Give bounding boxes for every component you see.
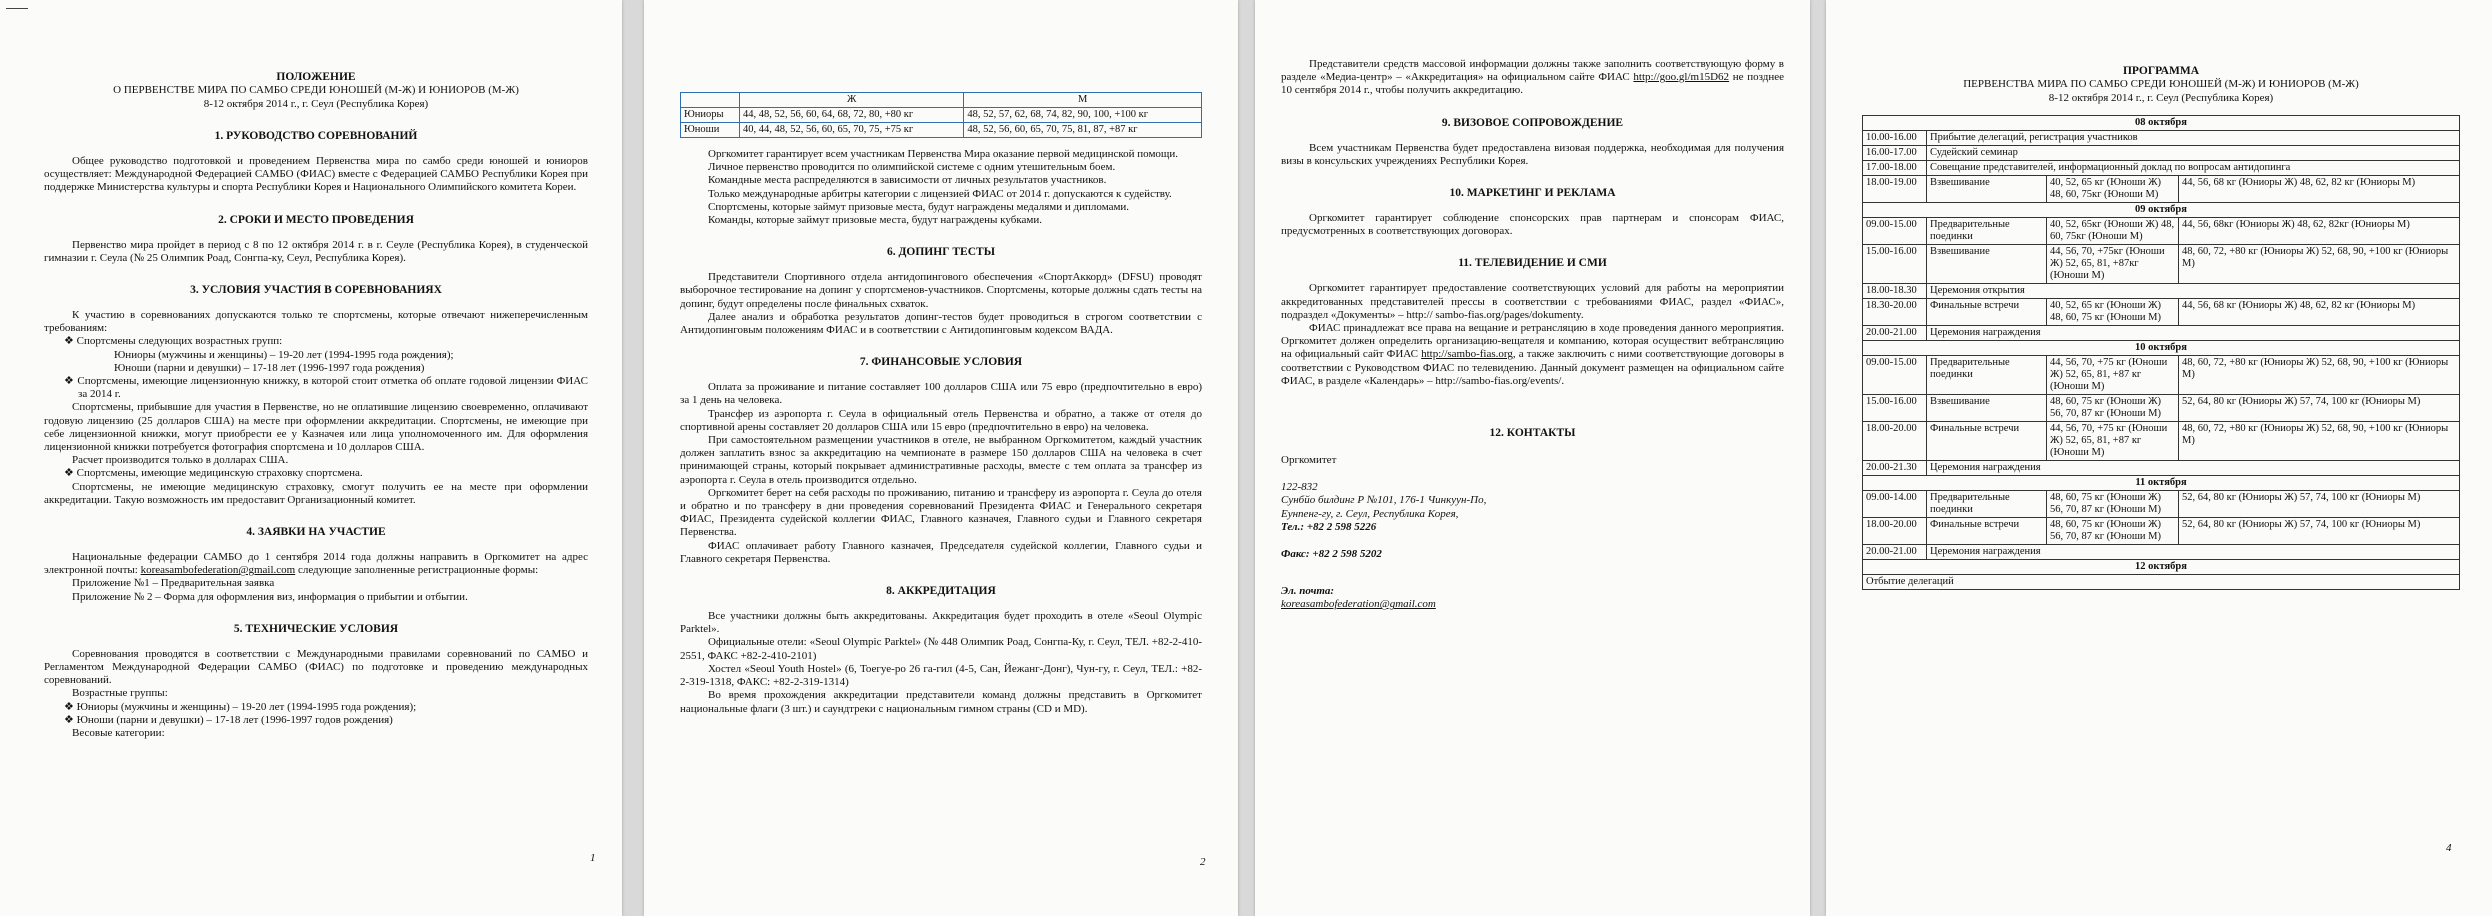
schedule-day-row: [1863, 560, 2460, 575]
paragraph: [44, 551, 588, 577]
schedule-row: [1863, 284, 2460, 299]
bullet-subitem: Юниоры (мужчины и женщины) – 19-20 лет (1994-1995 года рождения);: [114, 348, 454, 361]
table-cell: Юноши: [681, 123, 740, 138]
schedule-row: [1863, 575, 2460, 590]
schedule-time: 17.00-18.00: [1863, 161, 1927, 176]
schedule-time: 15.00-16.00: [1863, 395, 1927, 422]
schedule-event: Взвешивание: [1927, 395, 2047, 422]
paragraph: Личное первенство проводится по олимпийской системе с одним утешительным боем.: [708, 161, 1116, 174]
table-cell: 44, 48, 52, 56, 60, 64, 68, 72, 80, +80 кг: [739, 108, 963, 123]
address-line: Еунпенг-гу, г. Сеул, Республика Корея,: [1281, 507, 1459, 520]
schedule-time: 15.00-16.00: [1863, 245, 1927, 284]
paragraph: Во время прохождения аккредитации представители команд должны представить в Оргкомитет национальные флаги (3 шт.) и саундтреки с национальным гимном страны (CD и MD).: [680, 689, 1202, 715]
bullet-item: ❖ Юноши (парни и девушки) – 17-18 лет (1996-1997 годов рождения): [64, 713, 393, 726]
paragraph: Оплата за проживание и питание составляет 100 долларов США или 75 евро (предпочтительно в евро) за 1 день на человека.: [680, 381, 1202, 407]
schedule-row: [1863, 245, 2460, 284]
schedule-table: [1862, 115, 2460, 590]
schedule-weights-junior: 44, 56, 68кг (Юниоры Ж) 48, 62, 82кг (Юниоры М): [2179, 218, 2460, 245]
schedule-time: 20.00-21.00: [1863, 326, 1927, 341]
schedule-time: 10.00-16.00: [1863, 131, 1927, 146]
schedule-day-row: [1863, 476, 2460, 491]
schedule-day: 09 октября: [1863, 203, 2460, 218]
schedule-weights-youth: 40, 52, 65 кг (Юноши Ж) 48, 60, 75кг (Юноши М): [2047, 176, 2179, 203]
schedule-row: [1863, 161, 2460, 176]
section-heading: 11. ТЕЛЕВИДЕНИЕ И СМИ: [1458, 257, 1607, 270]
table-row: [681, 108, 1202, 123]
page-2: [644, 0, 1238, 916]
paragraph: [1281, 58, 1784, 98]
address-line: Сунбйо билдинг Р №101, 176-1 Чинкуун-По,: [1281, 494, 1487, 507]
table-cell: 48, 52, 57, 62, 68, 74, 82, 90, 100, +100 кг: [964, 108, 1202, 123]
schedule-row: [1863, 491, 2460, 518]
table-cell: 40, 44, 48, 52, 56, 60, 65, 70, 75, +75 кг: [739, 123, 963, 138]
section-heading: 12. КОНТАКТЫ: [1489, 427, 1576, 440]
schedule-event: Отбытие делегаций: [1863, 575, 2460, 590]
program-dates: 8-12 октября 2014 г., г. Сеул (Республика Корея): [2048, 91, 2274, 104]
paragraph: Все участники должны быть аккредитованы. Аккредитация будет проходить в отеле «Seoul Olympic Parktel».: [680, 610, 1202, 636]
paragraph: Спортсмены, прибывшие для участия в Первенстве, но не оплатившие лицензию своевременно, оплачивают годовую лицензию (25 долларов США) на месте при оформлении аккредитации. Спортсмены, не имеющие при себе лицензионной книжки, могут приобрести ее у Казначея или лица уполномоченного им. Для оформления лицензионной книжки потребуется фотография спортсмена и 10 долларов США.: [44, 401, 588, 454]
table-cell: Ж: [739, 93, 963, 108]
schedule-row: [1863, 218, 2460, 245]
schedule-weights-junior: 52, 64, 80 кг (Юниоры Ж) 57, 74, 100 кг (Юниоры М): [2179, 518, 2460, 545]
schedule-weights-junior: 48, 60, 72, +80 кг (Юниоры Ж) 52, 68, 90, +100 кг (Юниоры М): [2179, 422, 2460, 461]
schedule-row: [1863, 395, 2460, 422]
table-cell: [681, 93, 740, 108]
schedule-day-row: [1863, 116, 2460, 131]
paragraph: Соревнования проводятся в соответствии с Международными правилами соревнований по САМБО и Регламентом Международной Федерации САМБО (ФИАС) по подготовке и проведению международных соревнований.: [44, 647, 588, 687]
fax: Факс: +82 2 598 5202: [1281, 548, 1382, 561]
paragraph: Оргкомитет гарантирует соблюдение спонсорских прав партнерам и спонсорам ФИАС, предусмотренных в соответствующих договорах.: [1281, 212, 1784, 238]
doc-subtitle: О ПЕРВЕНСТВЕ МИРА ПО САМБО СРЕДИ ЮНОШЕЙ (М-Ж) И ЮНИОРОВ (М-Ж): [113, 84, 519, 96]
paragraph: Приложение №1 – Предварительная заявка: [72, 577, 275, 590]
schedule-weights-junior: 52, 64, 80 кг (Юниоры Ж) 57, 74, 100 кг (Юниоры М): [2179, 395, 2460, 422]
section-heading: 9. ВИЗОВОЕ СОПРОВОЖДЕНИЕ: [1441, 116, 1624, 129]
schedule-event: Судейский семинар: [1927, 146, 2460, 161]
schedule-row: [1863, 518, 2460, 545]
schedule-time: 18.00-20.00: [1863, 422, 1927, 461]
fias-link[interactable]: http://sambo-fias.org: [1421, 348, 1513, 361]
schedule-row: [1863, 146, 2460, 161]
schedule-row: [1863, 461, 2460, 476]
schedule-row: [1863, 545, 2460, 560]
text-span: не позднее 10 сентября 2014 г., чтобы получить аккредитацию.: [1281, 71, 1784, 97]
section-heading: 8. АККРЕДИТАЦИЯ: [886, 585, 996, 598]
page-number: 1: [590, 852, 596, 864]
paragraph: Весовые категории:: [72, 727, 165, 740]
paragraph: Представители Спортивного отдела антидопингового обеспечения «СпортАккорд» (DFSU) проводят выборочное тестирование на допинг у спортсменов-участников. Спортсмены, которые должны сдать тесты на допинг, будут определены после финальных схваток.: [680, 271, 1202, 310]
schedule-day: 11 октября: [1863, 476, 2460, 491]
bullet-item: ❖ Спортсмены следующих возрастных групп:: [64, 335, 283, 348]
paragraph: Всем участникам Первенства будет предоставлена визовая поддержка, необходимая для получения визы в консульских учреждениях Республики Корея.: [1281, 141, 1784, 167]
schedule-day-row: [1863, 203, 2460, 218]
schedule-time: 18.00-19.00: [1863, 176, 1927, 203]
paragraph: Расчет производится только в долларах США.: [72, 454, 289, 467]
schedule-event: Предварительные поединки: [1927, 356, 2047, 395]
paragraph: Команды, которые займут призовые места, будут награждены кубками.: [708, 214, 1042, 227]
schedule-day: 08 октября: [1863, 116, 2460, 131]
section-heading: 4. ЗАЯВКИ НА УЧАСТИЕ: [246, 526, 386, 539]
paragraph: Возрастные группы:: [72, 687, 168, 700]
text-span: Национальные федерации САМБО до 1 сентября 2014 года должны направить в Оргкомитет на адрес электронной почты:: [44, 551, 588, 577]
schedule-event: Взвешивание: [1927, 245, 2047, 284]
media-link[interactable]: http://goo.gl/m15D62: [1633, 71, 1730, 84]
section-heading: 3. УСЛОВИЯ УЧАСТИЯ В СОРЕВНОВАНИЯХ: [190, 284, 442, 297]
paragraph: Оргкомитет берет на себя расходы по проживанию, питанию и трансферу из аэропорта г. Сеула до отеля и обратно и по трансферу в дни проведения соревнований Президента ФИАС и Генерального секретаря ФИАС, Президента судейской коллегии ФИАС, Главного казначея, Главного судьи и Главного секретаря Первенства.: [680, 486, 1202, 539]
text-span: , а также заключить с ними соответствующие договоры в соответствии с Руководством ФИАС по телевидению. Данный документ размещен на официальном сайте ФИАС, в разделе «Календарь» – http://sambo-fias.org/events/.: [1281, 348, 1784, 387]
schedule-row: [1863, 422, 2460, 461]
text-span: следующие заполненные регистрационные формы:: [297, 564, 539, 577]
paragraph: Оргкомитет гарантирует всем участникам Первенства Мира оказание первой медицинской помощи.: [708, 148, 1179, 160]
schedule-row: [1863, 299, 2460, 326]
paragraph: Командные места распределяются в зависимости от личных результатов участников.: [708, 174, 1107, 187]
paragraph: Хостел «Seoul Youth Hostel» (6, Тоегуе-ро 26 га-гил (4-5, Сан, Йежанг-Донг), Чун-гу, г. Сеул, ТЕЛ.: +82-2-319-1318, ФАКС: +82-2-319-1314): [680, 662, 1202, 689]
schedule-time: 20.00-21.00: [1863, 545, 1927, 560]
schedule-event: Совещание представителей, информационный доклад по вопросам антидопинга: [1927, 161, 2460, 176]
section-heading: 2. СРОКИ И МЕСТО ПРОВЕДЕНИЯ: [218, 213, 414, 226]
paragraph: ФИАС оплачивает работу Главного казначея, Председателя судейской коллегии, Главного судьи и Главного секретаря Первенства.: [680, 539, 1202, 565]
contact-email-link[interactable]: koreasambofederation@gmail.com: [1281, 598, 1436, 611]
schedule-event: Предварительные поединки: [1927, 491, 2047, 518]
section-heading: 6. ДОПИНГ ТЕСТЫ: [887, 246, 995, 259]
schedule-event: Церемония награждения: [1927, 461, 2460, 476]
schedule-day-row: [1863, 341, 2460, 356]
paragraph: При самостоятельном размещении участников в отеле, не выбранном Оргкомитетом, каждый участник должен заплатить взнос за аккредитацию на чемпионате в размере 150 долларов США на человека в счет принимающей страны, который покрывает административные расходы, вместе с тем оплата за трансфер из аэропорта г. Сеула в отель производится отдельно.: [680, 434, 1202, 486]
schedule-weights-youth: 44, 56, 70, +75кг (Юноши Ж) 52, 65, 81, +87кг (Юноши М): [2047, 245, 2179, 284]
schedule-event: Финальные встречи: [1927, 518, 2047, 545]
schedule-weights-youth: 40, 52, 65 кг (Юноши Ж) 48, 60, 75 кг (Юноши М): [2047, 299, 2179, 326]
schedule-weights-youth: 48, 60, 75 кг (Юноши Ж) 56, 70, 87 кг (Юноши М): [2047, 518, 2179, 545]
schedule-weights-youth: 48, 60, 75 кг (Юноши Ж) 56, 70, 87 кг (Юноши М): [2047, 395, 2179, 422]
schedule-time: 18.00-20.00: [1863, 518, 1927, 545]
schedule-row: [1863, 326, 2460, 341]
schedule-event: Церемония награждения: [1927, 545, 2460, 560]
section-heading: 5. ТЕХНИЧЕСКИЕ УСЛОВИЯ: [233, 622, 399, 635]
table-cell: М: [964, 93, 1202, 108]
schedule-weights-junior: 48, 60, 72, +80 кг (Юниоры Ж) 52, 68, 90, +100 кг (Юниоры М): [2179, 245, 2460, 284]
doc-dates: 8-12 октября 2014 г., г. Сеул (Республика Корея): [203, 97, 429, 110]
schedule-day: 12 октября: [1863, 560, 2460, 575]
section-heading: 10. МАРКЕТИНГ И РЕКЛАМА: [1449, 187, 1616, 200]
schedule-event: Финальные встречи: [1927, 299, 2047, 326]
schedule-weights-youth: 40, 52, 65кг (Юноши Ж) 48, 60, 75кг (Юноши М): [2047, 218, 2179, 245]
text-span: Представители средств массовой информации должны также заполнить соответствующую форму в разделе «Медиа-центр» – «Аккредитация» на официальном сайте ФИАС: [1281, 58, 1784, 84]
text-span: ФИАС принадлежат все права на вещание и ретрансляцию в ходе проведения данного мероприятия. Оргкомитет должен определить организацию-вещателя и компанию, которая осуществит вебтрансляцию на официальный сайт ФИАС: [1281, 322, 1784, 361]
schedule-time: 09.00-15.00: [1863, 356, 1927, 395]
paragraph: К участию в соревнованиях допускаются только те спортсмены, которые отвечают нижеперечисленным требованиям:: [44, 309, 588, 335]
bullet-item: ❖ Спортсмены, имеющие лицензионную книжку, в которой стоит отметка об оплате годовой лицензии ФИАС за 2014 г.: [64, 375, 588, 401]
paragraph: [1281, 322, 1784, 388]
schedule-event: Церемония награждения: [1927, 326, 2460, 341]
paragraph: Только международные арбитры категории с лицензией ФИАС от 2014 г. допускаются к судейству.: [708, 187, 1172, 200]
org-label: Оргкомитет: [1281, 454, 1337, 467]
schedule-event: Прибытие делегаций, регистрация участников: [1927, 131, 2460, 146]
doc-title: ПОЛОЖЕНИЕ: [276, 71, 356, 83]
table-header-row: [681, 93, 1202, 108]
schedule-day: 10 октября: [1863, 341, 2460, 356]
section-heading: 7. ФИНАНСОВЫЕ УСЛОВИЯ: [859, 356, 1023, 369]
email-link[interactable]: koreasambofederation@gmail.com: [140, 564, 296, 577]
phone: Тел.: +82 2 598 5226: [1281, 520, 1377, 533]
scan-mark: [6, 8, 28, 9]
bullet-subitem: Юноши (парни и девушки) – 17-18 лет (1996-1997 года рождения): [114, 361, 425, 374]
schedule-weights-youth: 48, 60, 75 кг (Юноши Ж) 56, 70, 87 кг (Юноши М): [2047, 491, 2179, 518]
paragraph: Далее анализ и обработка результатов допинг-тестов будет проводиться в строгом соответствии с Антидопинговым положениям ФИАС и в соответствии с Антидопинговым кодексом ВАДА.: [680, 310, 1202, 337]
schedule-time: 18.30-20.00: [1863, 299, 1927, 326]
program-title: ПРОГРАММА: [2122, 65, 2200, 77]
paragraph: Спортсмены, не имеющие медицинскую страховку, смогут получить ее на месте при оформлении аккредитации. Такую возможность им предоставит Организационный комитет.: [44, 480, 588, 506]
page-1: [0, 0, 622, 916]
schedule-event: Взвешивание: [1927, 176, 2047, 203]
schedule-weights-youth: 44, 56, 70, +75 кг (Юноши Ж) 52, 65, 81, +87 кг (Юноши М): [2047, 356, 2179, 395]
schedule-time: 20.00-21.30: [1863, 461, 1927, 476]
paragraph: Приложение № 2 – Форма для оформления виз, информация о прибытии и отбытии.: [72, 590, 468, 603]
address-line: 122-832: [1281, 481, 1318, 494]
schedule-weights-junior: 44, 56, 68 кг (Юниоры Ж) 48, 62, 82 кг (Юниоры М): [2179, 176, 2460, 203]
schedule-row: [1863, 176, 2460, 203]
schedule-row: [1863, 131, 2460, 146]
email-label: Эл. почта:: [1281, 585, 1335, 598]
paragraph: Официальные отели: «Seoul Olympic Parktel» (№ 448 Олимпик Роад, Сонгпа-Ку, г. Сеул, ТЕЛ. +82-2-410-2551, ФАКС +82-2-410-2101): [680, 636, 1202, 662]
paragraph: Трансфер из аэропорта г. Сеула в официальный отель Первенства и обратно, а также от отеля до спортивной арены составляет 20 долларов США или 15 евро (предпочтительно в евро) на человека.: [680, 407, 1202, 433]
schedule-weights-youth: 44, 56, 70, +75 кг (Юноши Ж) 52, 65, 81, +87 кг (Юноши М): [2047, 422, 2179, 461]
schedule-time: 16.00-17.00: [1863, 146, 1927, 161]
table-row: [681, 123, 1202, 138]
table-cell: 48, 52, 56, 60, 65, 70, 75, 81, 87, +87 кг: [964, 123, 1202, 138]
schedule-event: Церемония открытия: [1927, 284, 2460, 299]
schedule-event: Предварительные поединки: [1927, 218, 2047, 245]
page-3: [1255, 0, 1810, 916]
schedule-weights-junior: 48, 60, 72, +80 кг (Юниоры Ж) 52, 68, 90, +100 кг (Юниоры М): [2179, 356, 2460, 395]
schedule-weights-junior: 44, 56, 68 кг (Юниоры Ж) 48, 62, 82 кг (Юниоры М): [2179, 299, 2460, 326]
schedule-time: 09.00-14.00: [1863, 491, 1927, 518]
weight-table: [680, 92, 1202, 138]
schedule-event: Финальные встречи: [1927, 422, 2047, 461]
program-subtitle: ПЕРВЕНСТВА МИРА ПО САМБО СРЕДИ ЮНОШЕЙ (М-Ж) И ЮНИОРОВ (М-Ж): [1963, 78, 2359, 90]
bullet-item: ❖ Юниоры (мужчины и женщины) – 19-20 лет (1994-1995 года рождения);: [64, 700, 417, 713]
schedule-weights-junior: 52, 64, 80 кг (Юниоры Ж) 57, 74, 100 кг (Юниоры М): [2179, 491, 2460, 518]
paragraph: Оргкомитет гарантирует предоставление соответствующих условий для работы на мероприятии аккредитованных представителей прессы в соответствии с требованиями ФИАС, раздел «ФИАС», подраздел «Документы» – http:// sambo-fias.org/pages/dokumenty.: [1281, 282, 1784, 321]
schedule-row: [1863, 356, 2460, 395]
section-heading: 1. РУКОВОДСТВО СОРЕВНОВАНИЙ: [214, 130, 418, 142]
paragraph: Общее руководство подготовкой и проведением Первенства мира по самбо среди юношей и юниоров осуществляет: Международной Федерацией САМБО (ФИАС) вместе с Федерацией САМБО Республики Корея при поддержке Министерства культуры и спорта Республики Корея и Национального Олимпийского комитета Кореи.: [44, 155, 588, 194]
schedule-time: 18.00-18.30: [1863, 284, 1927, 299]
table-cell: Юниоры: [681, 108, 740, 123]
page-number: 2: [1200, 856, 1206, 868]
page-number: 4: [2446, 842, 2452, 854]
schedule-time: 09.00-15.00: [1863, 218, 1927, 245]
paragraph: Спортсмены, которые займут призовые места, будут награждены медалями и дипломами.: [708, 200, 1130, 213]
bullet-item: ❖ Спортсмены, имеющие медицинскую страховку спортсмена.: [64, 467, 363, 480]
page-4: [1826, 0, 2492, 916]
paragraph: Первенство мира пройдет в период с 8 по 12 октября 2014 г. в г. Сеуле (Республика Корея), в студенческой гимназии г. Сеула (№ 25 Олимпик Роад, Сонгпа-ку, Сеул, Республика Корея).: [44, 238, 588, 264]
